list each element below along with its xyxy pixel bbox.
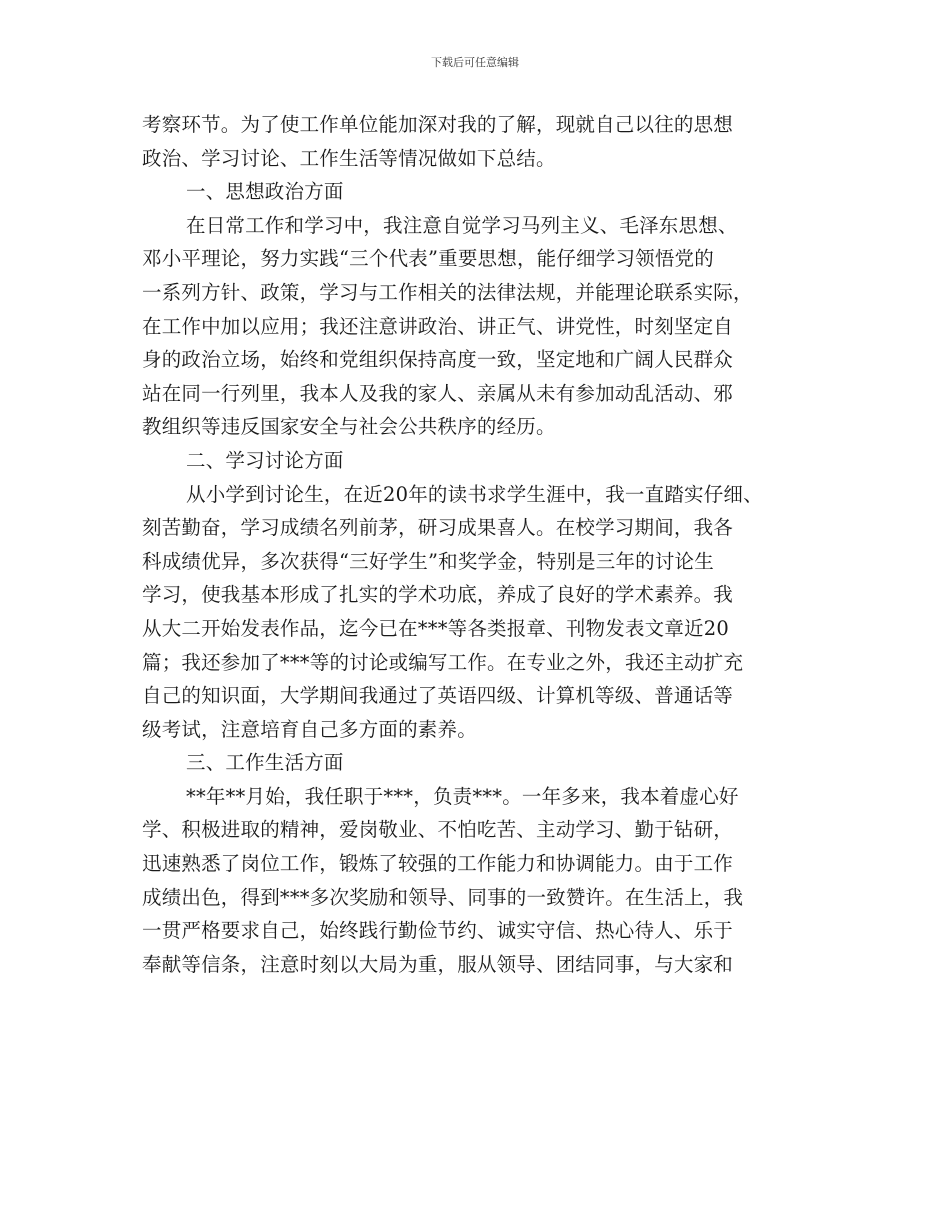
text-line: 迅速熟悉了岗位工作，锻炼了较强的工作能力和协调能力。由于工作 xyxy=(142,852,734,876)
text-line: 奉献等信条，注意时刻以大局为重，服从领导、团结同事，与大家和 xyxy=(142,952,734,976)
text-line: 身的政治立场，始终和党组织保持高度一致，坚定地和广阔人民群众 xyxy=(142,348,734,372)
text-line: 从大二开始发表作品，迄今已在***等各类报章、刊物发表文章近20 xyxy=(142,616,729,640)
section-heading-1: 一、思想政治方面 xyxy=(186,180,344,204)
text-line: 科成绩优异，多次获得“三好学生”和奖学金，特别是三年的讨论生 xyxy=(142,549,714,573)
text-line: 篇；我还参加了***等的讨论或编写工作。在专业之外，我还主动扩充 xyxy=(142,650,744,674)
page-header: 下载后可任意编辑 xyxy=(431,56,519,69)
section-heading-3: 三、工作生活方面 xyxy=(186,751,344,775)
text-line: 成绩出色，得到***多次奖励和领导、同事的一致赞许。在生活上，我 xyxy=(142,885,744,909)
text-line: 邓小平理论，努力实践“三个代表”重要思想，能仔细学习领悟党的 xyxy=(142,247,714,271)
text-line: 站在同一行列里，我本人及我的家人、亲属从未有参加动乱活动、邪 xyxy=(142,381,734,405)
text-line: 一系列方针、政策，学习与工作相关的法律法规，并能理论联系实际， xyxy=(142,280,753,304)
text-line: 在日常工作和学习中，我注意自觉学习马列主义、毛泽东思想、 xyxy=(186,213,738,237)
text-line: 教组织等违反国家安全与社会公共秩序的经历。 xyxy=(142,415,556,439)
text-line: 一贯严格要求自己，始终践行勤俭节约、诚实守信、热心待人、乐于 xyxy=(142,919,734,943)
text-line: **年**月始，我任职于***，负责***。一年多来，我本着虚心好 xyxy=(186,784,739,808)
text-line: 级考试，注意培育自己多方面的素养。 xyxy=(142,717,477,741)
text-line: 学、积极进取的精神，爱岗敬业、不怕吃苦、主动学习、勤于钻研， xyxy=(142,818,734,842)
text-line: 自己的知识面，大学期间我通过了英语四级、计算机等级、普通话等 xyxy=(142,684,734,708)
section-heading-2: 二、学习讨论方面 xyxy=(186,448,344,472)
text-line: 刻苦勤奋，学习成绩名列前茅，研习成果喜人。在校学习期间，我各 xyxy=(142,516,734,540)
document-body xyxy=(142,108,822,981)
text-line: 考察环节。为了使工作单位能加深对我的了解，现就自己以往的思想 xyxy=(142,113,734,136)
text-line: 政治、学习讨论、工作生活等情况做如下总结。 xyxy=(142,146,556,170)
text-line: 学习，使我基本形成了扎实的学术功底，养成了良好的学术素养。我 xyxy=(142,583,734,607)
text-line: 在工作中加以应用；我还注意讲政治、讲正气、讲党性，时刻坚定自 xyxy=(142,314,734,338)
text-line: 从小学到讨论生，在近20年的读书求学生涯中，我一直踏实仔细、 xyxy=(186,482,763,506)
